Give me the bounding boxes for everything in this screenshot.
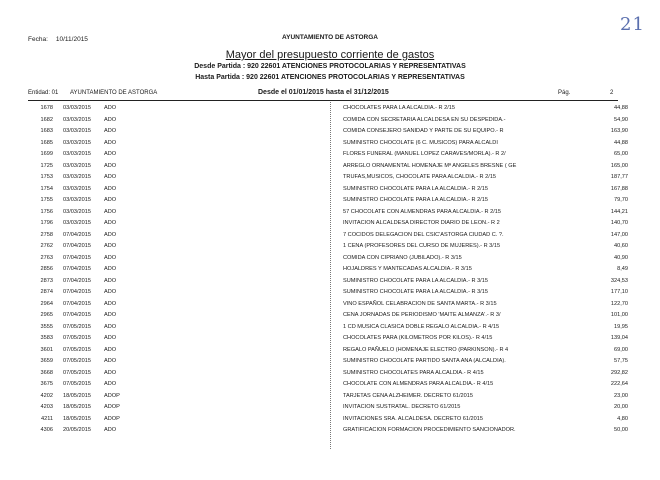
entry-description: COMIDA CON SECRETARIA ALCALDESA EN SU DESPEDIDA.- <box>343 116 506 123</box>
table-row <box>28 264 628 276</box>
entry-type: ADO <box>104 289 117 295</box>
entry-amount: 222,64 <box>610 381 628 387</box>
table-row <box>28 126 628 138</box>
entry-description: COMIDA CONSEJERO SANIDAD Y PARTE DE SU EQUIPO.- R <box>343 128 504 134</box>
table-row <box>28 172 628 184</box>
table-row <box>28 276 628 288</box>
table-row <box>28 103 628 115</box>
entry-number: 1683 <box>40 128 53 134</box>
entry-description: CHOCOLATES PARA (KILOMETROS POR KILOS).- R 4/15 <box>343 335 493 341</box>
table-row <box>28 230 628 242</box>
entry-amount: 177,10 <box>610 289 628 295</box>
entry-amount: 139,04 <box>610 335 628 341</box>
entry-description: SUMINISTRO CHOCOLATE PARA LA ALCALDIA.- R 2/15 <box>343 197 488 203</box>
entry-number: 1725 <box>40 162 53 169</box>
entry-date: 07/04/2015 <box>63 254 91 261</box>
entry-type: ADOP <box>104 392 120 399</box>
entry-amount: 19,95 <box>614 323 628 330</box>
entidad-name: AYUNTAMIENTO DE ASTORGA <box>70 90 158 96</box>
page-label: Pág. <box>558 90 571 96</box>
entry-type: ADO <box>104 151 117 157</box>
entry-type: ADO <box>104 162 117 169</box>
table-row <box>28 402 628 414</box>
table-row <box>28 253 628 265</box>
entry-type: ADOP <box>104 415 120 422</box>
entry-description: CENA JORNADAS DE PERIODISMO 'MAITE ALMANZA'.- R 3/ <box>343 312 501 318</box>
entry-type: ADO <box>104 174 117 180</box>
entry-type: ADO <box>104 208 117 215</box>
entry-type: ADO <box>104 105 117 111</box>
date-range: Desde el 01/01/2015 hasta el 31/12/2015 <box>258 89 389 96</box>
entry-description: COMIDA CON CIPRIANO (JUBILADO).- R 3/15 <box>343 254 462 261</box>
entry-date: 20/05/2015 <box>63 427 91 433</box>
entry-description: CHOCOLATES PARA LA ALCALDIA.- R 2/15 <box>343 105 456 111</box>
entry-description: INVITACIONES SRA. ALCALDESA. DECRETO 61/2015 <box>343 415 483 422</box>
entry-description: SUMINISTRO CHOCOLATE PARA LA ALCALDIA.- R 3/15 <box>343 277 488 284</box>
entry-amount: 140,70 <box>610 220 628 226</box>
entry-type: ADO <box>104 335 117 341</box>
entry-description: 57 CHOCOLATE CON ALMENDRAS PARA ALCALDIA.- R 2/15 <box>343 208 502 215</box>
entry-number: 2762 <box>40 243 53 249</box>
entry-number: 3675 <box>40 381 53 387</box>
entry-type: ADO <box>104 128 117 134</box>
entry-description: SUMINISTRO CHOCOLATE (6 C. MUSICOS) PARA ALCALDI <box>343 139 498 146</box>
entry-date: 03/03/2015 <box>63 151 91 157</box>
entry-date: 07/05/2015 <box>63 323 91 330</box>
entry-date: 03/03/2015 <box>63 116 91 123</box>
table-row <box>28 149 628 161</box>
entry-date: 07/04/2015 <box>63 266 91 272</box>
entry-description: HOJALDRES Y MANTECADAS ALCALDIA.- R 3/15 <box>343 266 472 272</box>
table-row <box>28 287 628 299</box>
entry-description: SUMINISTRO CHOCOLATE PARTIDO SANTA ANA (ALCALDIA). <box>343 358 506 364</box>
entry-type: ADO <box>104 346 117 353</box>
entry-amount: 20,00 <box>614 404 628 410</box>
entry-description: 1 CD MUSICA CLASICA DOBLE REGALO ALCALDIA.- R 4/15 <box>343 323 500 330</box>
table-row <box>28 115 628 127</box>
table-row <box>28 138 628 150</box>
entry-type: ADO <box>104 243 117 249</box>
table-row <box>28 218 628 230</box>
entry-type: ADO <box>104 197 117 203</box>
entry-date: 03/03/2015 <box>63 208 91 215</box>
entry-date: 07/05/2015 <box>63 381 91 387</box>
entry-amount: 147,00 <box>610 231 628 238</box>
entry-number: 3668 <box>40 369 53 376</box>
table-row <box>28 241 628 253</box>
entry-amount: 79,70 <box>614 197 628 203</box>
table-row <box>28 379 628 391</box>
entry-description: ARREGLO ORNAMENTAL HOMENAJE Mª ANGELES BRESNE ( GE <box>343 162 517 169</box>
entries-list <box>28 103 628 437</box>
entry-amount: 324,53 <box>610 277 628 284</box>
organization-name: AYUNTAMIENTO DE ASTORGA <box>282 34 378 41</box>
entry-description: TARJETAS CENA ALZHEIMER. DECRETO 61/2015 <box>343 392 473 399</box>
entry-date: 03/03/2015 <box>63 220 91 226</box>
entry-type: ADO <box>104 185 117 192</box>
header-rule <box>28 100 618 101</box>
entry-amount: 144,21 <box>610 208 628 215</box>
entry-amount: 187,77 <box>610 174 628 180</box>
entry-amount: 122,70 <box>610 300 628 307</box>
entry-date: 07/04/2015 <box>63 277 91 284</box>
entry-date: 18/05/2015 <box>63 404 91 410</box>
entry-type: ADO <box>104 358 117 364</box>
entry-description: GRATIFICACION FORMACION PROCEDIMIENTO SANCIONADOR. <box>343 427 516 433</box>
entry-description: 7 COCIDOS DELEGACION DEL CSIC'ASTORGA CIUDAD C. ?. <box>343 231 504 238</box>
entry-number: 4211 <box>40 415 53 422</box>
entry-amount: 8,49 <box>617 266 628 272</box>
entry-date: 07/05/2015 <box>63 346 91 353</box>
entry-date: 03/03/2015 <box>63 162 91 169</box>
entry-date: 07/04/2015 <box>63 312 91 318</box>
entry-type: ADO <box>104 381 117 387</box>
table-row <box>28 345 628 357</box>
entry-number: 2964 <box>40 300 53 307</box>
entidad-label: Entidad: 01 <box>28 90 59 96</box>
entry-amount: 165,00 <box>610 162 628 169</box>
entry-number: 1685 <box>40 139 53 146</box>
entry-type: ADO <box>104 116 117 123</box>
entry-date: 03/03/2015 <box>63 139 91 146</box>
table-row <box>28 356 628 368</box>
entry-type: ADO <box>104 231 117 238</box>
entry-date: 03/03/2015 <box>63 185 91 192</box>
entry-number: 4306 <box>40 427 53 433</box>
entry-amount: 101,00 <box>610 312 628 318</box>
entry-number: 4202 <box>40 392 53 399</box>
entry-amount: 40,60 <box>614 243 628 249</box>
entry-description: CHOCOLATE CON ALMENDRAS PARA ALCALDIA.- R 4/15 <box>343 381 494 387</box>
entry-number: 3555 <box>40 323 53 330</box>
entry-amount: 167,88 <box>610 185 628 192</box>
entry-number: 1753 <box>40 174 53 180</box>
entry-number: 1682 <box>40 116 53 123</box>
fecha-label: Fecha: <box>28 36 48 43</box>
report-title: Mayor del presupuesto corriente de gastos <box>225 49 435 61</box>
entry-amount: 65,00 <box>614 151 628 157</box>
table-row <box>28 184 628 196</box>
table-row <box>28 322 628 334</box>
entry-number: 3601 <box>40 346 53 353</box>
entry-date: 07/04/2015 <box>63 300 91 307</box>
table-row <box>28 195 628 207</box>
entry-number: 3583 <box>40 335 53 341</box>
fecha-value: 10/11/2015 <box>55 36 88 43</box>
table-row <box>28 391 628 403</box>
entry-amount: 292,82 <box>610 369 628 376</box>
entry-description: VINO ESPAÑOL CELABRACION DE SANTA MARTA.- R 3/15 <box>343 300 497 307</box>
table-row <box>28 425 628 437</box>
entity-line <box>28 89 618 99</box>
entry-type: ADO <box>104 427 117 433</box>
entry-amount: 44,88 <box>614 105 628 111</box>
entry-description: SUMINISTRO CHOCOLATES PARA ALCALDIA.- R 4/15 <box>343 369 484 376</box>
entry-date: 03/03/2015 <box>63 105 91 111</box>
page-number: 2 <box>610 90 614 96</box>
entry-number: 1755 <box>40 197 53 203</box>
entry-amount: 40,90 <box>614 254 628 261</box>
entry-number: 2873 <box>40 277 53 284</box>
hasta-partida: Hasta Partida : 920 22601 ATENCIONES PROTOCOLARIAS Y REPRESENTATIVAS <box>195 74 465 81</box>
entry-amount: 69,00 <box>614 346 628 353</box>
entry-number: 2763 <box>40 254 53 261</box>
entry-description: FLORES FUNERAL (MANUEL LOPEZ CARAVES/MORLA).- R 2/ <box>343 151 506 157</box>
entry-amount: 57,75 <box>614 358 628 364</box>
entry-number: 1756 <box>40 208 53 215</box>
entry-date: 18/05/2015 <box>63 392 91 399</box>
entry-description: INVITACION ALCALDESA DIRECTOR DIARIO DE LEON.- R 2 <box>343 220 500 226</box>
entry-type: ADO <box>104 300 117 307</box>
table-row <box>28 414 628 426</box>
table-row <box>28 207 628 219</box>
entry-type: ADO <box>104 369 117 376</box>
entry-amount: 4,80 <box>617 415 628 422</box>
entry-type: ADO <box>104 220 117 226</box>
entry-type: ADO <box>104 312 117 318</box>
entry-date: 18/05/2015 <box>63 415 91 422</box>
entry-date: 03/03/2015 <box>63 197 91 203</box>
entry-number: 1796 <box>40 220 53 226</box>
entry-type: ADO <box>104 139 117 146</box>
entry-description: SUMINISTRO CHOCOLATE PARA LA ALCALDIA.- R 3/15 <box>343 289 488 295</box>
entry-description: 1 CENA (PROFESORES DEL CURSO DE MUJERES).- R 3/15 <box>343 243 501 249</box>
entry-type: ADOP <box>104 404 120 410</box>
entry-type: ADO <box>104 323 117 330</box>
entry-description: INVITACION SUSTRATAL. DECRETO 61/2015 <box>343 404 461 410</box>
table-row <box>28 310 628 322</box>
handwritten-page-number: 21 <box>620 14 645 35</box>
entry-number: 2965 <box>40 312 53 318</box>
entry-type: ADO <box>104 277 117 284</box>
table-row <box>28 333 628 345</box>
entry-date: 07/05/2015 <box>63 335 91 341</box>
entry-type: ADO <box>104 266 117 272</box>
entry-number: 2874 <box>40 289 53 295</box>
table-row <box>28 161 628 173</box>
entry-date: 07/04/2015 <box>63 243 91 249</box>
table-row <box>28 368 628 380</box>
entry-date: 07/05/2015 <box>63 369 91 376</box>
entry-number: 4203 <box>40 404 53 410</box>
entry-amount: 50,00 <box>614 427 628 433</box>
entry-amount: 163,90 <box>610 128 628 134</box>
entry-description: SUMINISTRO CHOCOLATE PARA LA ALCALDIA.- R 2/15 <box>343 185 488 192</box>
entry-type: ADO <box>104 254 117 261</box>
entry-date: 03/03/2015 <box>63 128 91 134</box>
entry-number: 1754 <box>40 185 53 192</box>
entry-number: 3659 <box>40 358 53 364</box>
entry-number: 1699 <box>40 151 53 157</box>
entry-number: 2856 <box>40 266 53 272</box>
entry-number: 2758 <box>40 231 53 238</box>
entry-number: 1678 <box>40 105 53 111</box>
entry-date: 07/05/2015 <box>63 358 91 364</box>
table-row <box>28 299 628 311</box>
entry-date: 07/04/2015 <box>63 289 91 295</box>
entry-description: REGALO PAÑUELO (HOMENAJE ELECTRO (PARKINSON).- R 4 <box>343 346 509 353</box>
entry-date: 07/04/2015 <box>63 231 91 238</box>
entry-amount: 23,00 <box>614 392 628 399</box>
entry-amount: 54,90 <box>614 116 628 123</box>
entry-description: TRUFAS,MUSICOS, CHOCOLATE PARA ALCALDIA.- R 2/15 <box>343 174 497 180</box>
desde-partida: Desde Partida : 920 22601 ATENCIONES PROTOCOLARIAS Y REPRESENTATIVAS <box>194 63 466 70</box>
entry-date: 03/03/2015 <box>63 174 91 180</box>
entry-amount: 44,88 <box>614 139 628 146</box>
